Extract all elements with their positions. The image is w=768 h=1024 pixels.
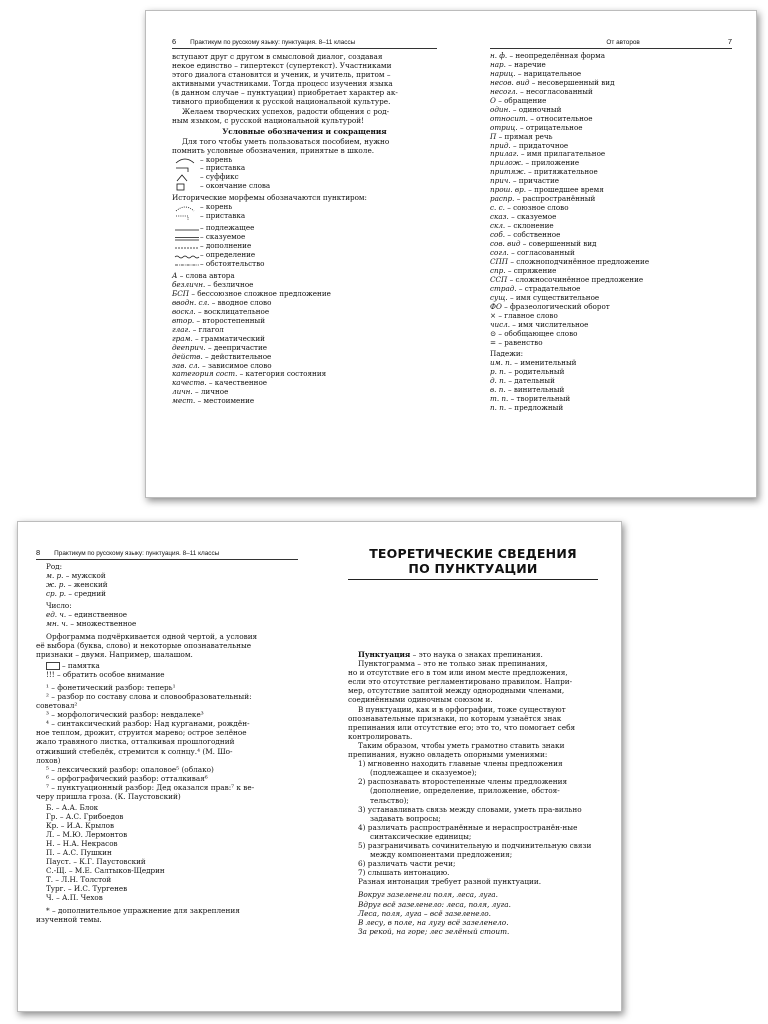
abbreviation: П [490, 131, 497, 141]
author-item: Т. – Л.Н. Толстой [46, 874, 112, 884]
suffix-caret-icon [174, 174, 200, 182]
chapter-title: ТЕОРЕТИЧЕСКИЕ СВЕДЕНИЯ ПО ПУНКТУАЦИИ [348, 546, 598, 580]
abbreviation: прид. [490, 140, 511, 150]
memo-box-icon [46, 662, 62, 670]
abbreviation-meaning: – обобщающее слово [496, 328, 578, 338]
text-line: соединёнными одиночным союзом и. [348, 695, 493, 705]
abbreviation-meaning: – совершенный вид [520, 239, 597, 249]
abbreviation-meaning: – неопределённая форма [507, 51, 606, 60]
text-line: препинания или отсутствие его; это то, что помогает себя [348, 722, 576, 732]
abbreviation: прич. [490, 176, 511, 186]
skill-item: 2) распознавать второстепенные члены предложения (дополнение, определение, приложение, обстоя-тельство); [358, 777, 568, 805]
section-intro [172, 137, 437, 155]
analysis-line: ное теплом, дрожит, струится марево; острое зелёное [36, 728, 247, 738]
abbreviation-meaning: – союзное слово [504, 203, 569, 213]
single-line-icon [174, 225, 200, 233]
theory-page [348, 546, 598, 936]
analysis-line: ³ – морфологический разбор: невдалеке³ [46, 710, 204, 720]
recognition-signs-paragraph [348, 705, 598, 741]
skill-item: 7) слышать интонацию. [358, 868, 450, 878]
abbreviation: ед. ч. [46, 609, 67, 619]
abbreviation-meaning: – имя прилагательное [518, 149, 606, 159]
cases-title: Падежи: [490, 349, 524, 359]
definition-punctuation: Пунктуация – это наука о знаках препинания. [358, 650, 543, 659]
abbreviation: воскл. [172, 306, 196, 316]
abbreviation: несов. вид [490, 77, 530, 87]
analysis-line: жало травяного листка, отталкивая прошлогодний [36, 737, 235, 747]
abbreviation-meaning: – винительный [505, 385, 565, 395]
legend-label: – приставка [200, 211, 246, 221]
abbreviation: СПП [490, 256, 509, 266]
abbreviation: согл. [490, 247, 509, 257]
abbreviation-meaning: – родительный [506, 367, 565, 377]
dashed-line-icon [174, 243, 200, 251]
abbreviation-meaning: – творительный [508, 394, 571, 404]
abbreviation: ср. р. [46, 588, 67, 598]
text-line: препинания, нужно овладеть опорными умениями: [348, 750, 548, 760]
abbreviation: нариц. [490, 68, 516, 78]
abbreviation: нар. [490, 59, 506, 69]
abbreviation-item [172, 397, 437, 406]
text-line: контролировать. [348, 731, 413, 741]
orthogram-paragraph [36, 632, 298, 659]
intonation-examples [348, 890, 598, 935]
abbreviation-meaning: – деепричастие [205, 342, 268, 352]
legend-row [174, 182, 437, 191]
text-line: тивного приобщения к русской национальной культуре. [172, 97, 391, 107]
text-line: В пунктуации, как и в орфографии, тоже существуют [358, 704, 566, 714]
abbreviation-meaning: – вводное слово [209, 297, 272, 307]
analysis-line: советовал² [36, 701, 78, 711]
abbreviation-meaning: – глагол [190, 324, 224, 334]
analysis-line: черу пришла гроза. (К. Паустовский) [36, 791, 181, 801]
abbreviation: мест. [172, 396, 196, 406]
text-line: Желаем творческих успехов, радости общения с род- [182, 106, 390, 116]
abbreviation: спр. [490, 265, 506, 275]
abbreviation-item [46, 590, 298, 599]
abbreviation-meaning: – собственное [505, 230, 561, 240]
text-line: этого диалога становятся и ученик, и учитель, притом – [172, 70, 391, 80]
page-number: 7 [727, 37, 732, 46]
footnote [36, 906, 298, 924]
abbreviation-meaning: – категория состояния [237, 369, 327, 379]
page-7 [490, 37, 732, 413]
abbreviation: распр. [490, 194, 515, 204]
historic-morphemes-title: Исторические морфемы обозначаются пунктиром: [172, 193, 367, 203]
abbreviation: прош. вр. [490, 185, 527, 195]
running-head: Практикум по русскому языку: пунктуация. 8–11 классы [190, 39, 356, 46]
abbreviation-meaning: – причастие [510, 176, 560, 186]
legend-label: – приставка [200, 163, 246, 173]
abbreviation-item [46, 620, 298, 629]
top-spread [145, 10, 757, 498]
abbreviation: притяж. [490, 167, 526, 177]
abbreviation-meaning: – страдательное [516, 283, 581, 293]
abbreviation-meaning: – женский [65, 579, 108, 589]
legend-label: – сказуемое [200, 232, 246, 242]
text-line: активными участниками. Тогда процесс изучения языка [172, 79, 393, 89]
abbreviation-list-left [172, 272, 437, 406]
text-line: (в данном случае – пунктуации) приобретает характер ак- [172, 88, 398, 98]
abbreviation-meaning: – имя числительное [510, 319, 589, 329]
abbreviation-meaning: – приложение [523, 158, 580, 168]
analysis-line: ⁷ – пунктуационный разбор: Дед оказался прав:⁷ к ве- [46, 782, 255, 792]
abbreviation-meaning: – распространённый [514, 194, 596, 204]
legend-label: – дополнение [200, 241, 252, 251]
number-title: Число: [46, 600, 72, 610]
abbreviation-meaning: – личное [192, 387, 229, 397]
abbreviation: ж. р. [46, 579, 66, 589]
skill-item: 1) мгновенно находить главные члены предложения (подлежащее и сказуемое); [358, 759, 563, 778]
abbreviation-meaning: – единственное [66, 609, 128, 619]
abbreviation: несогл. [490, 86, 518, 96]
abbreviation-meaning: – придаточное [510, 140, 569, 150]
abbreviation: личн. [172, 387, 193, 397]
abbreviation-meaning: – отрицательное [517, 122, 583, 132]
legend-label: – корень [200, 202, 233, 212]
abbreviation-list-right [490, 52, 732, 347]
analysis-types [36, 683, 298, 801]
author-item: П. – А.С. Пушкин [46, 847, 112, 857]
morpheme-legend [172, 156, 437, 192]
sentence-members-legend [172, 224, 437, 269]
abbreviation: прилаг. [490, 149, 519, 159]
abbreviation: соб. [490, 230, 506, 240]
text-line: опознавательные признаки, по которым узнаётся знак [348, 713, 562, 723]
bottom-spread [17, 521, 622, 1012]
example-sentence: Вдруг всё зазеленело: леса, поля, луга. [358, 899, 511, 909]
legend-label: – определение [200, 250, 256, 260]
author-item: Кр. – И.А. Крылов [46, 820, 115, 830]
abbreviation-item [490, 339, 732, 348]
root-arc-icon [174, 156, 200, 164]
skill-item: 5) разграничивать сочинительную и подчинительную связи между компонентами предложения; [358, 840, 592, 860]
abbreviation: категория сост. [172, 369, 238, 379]
abbreviation: безличн. [172, 279, 206, 289]
text-line: Для того чтобы уметь пользоваться пособием, нужно [182, 137, 390, 147]
abbreviation: н. ф. [490, 51, 508, 60]
text-line: Пунктограмма – это не только знак препинания, [358, 659, 548, 669]
text-line: признаки – двумя. Например, шалашом. [36, 649, 193, 659]
page-number: 6 [172, 37, 177, 46]
abbreviation: отриц. [490, 122, 518, 132]
text-line: Орфограмма подчёркивается одной чертой, а условия [46, 631, 258, 641]
abbreviation-meaning: – слова автора [177, 270, 235, 280]
author-item: Гр. – А.С. Грибоедов [46, 812, 124, 822]
cases-list [490, 359, 732, 413]
page-6 [172, 37, 437, 406]
abbreviation-meaning: – нарицательное [515, 68, 582, 78]
text-line: Таким образом, чтобы уметь грамотно ставить знаки [358, 740, 565, 750]
abbreviation: в. п. [490, 385, 506, 395]
analysis-line: ⁵ – лексический разбор: опаловое⁵ (облако) [46, 764, 214, 774]
abbreviation: = [490, 337, 497, 347]
text-line: её выбора (буква, слово) и некоторые опознавательные [36, 640, 252, 650]
abbreviation-item [490, 404, 732, 413]
abbreviation-meaning: – качественное [206, 378, 268, 388]
gender-title: Род: [46, 562, 63, 571]
abbreviation-meaning: – сложносочинённое предложение [507, 274, 644, 284]
abbreviation-meaning: – несовершенный вид [529, 77, 615, 87]
abbreviation-meaning: – зависимое слово [199, 360, 272, 370]
abbreviation-meaning: – сказуемое [508, 212, 557, 222]
page-8-header [36, 548, 298, 560]
abbreviation: ССП [490, 274, 508, 284]
abbreviation: один. [490, 104, 511, 114]
text-line: если это отсутствие регламентировано правилом. Напри- [348, 677, 573, 687]
abbreviation: × [490, 310, 497, 320]
abbreviation: р. п. [490, 367, 507, 377]
abbreviation: сказ. [490, 212, 509, 222]
abbreviation-meaning: – множественное [68, 618, 137, 628]
historic-morpheme-legend [172, 203, 437, 221]
abbreviation-meaning: – местоимение [195, 396, 255, 406]
abbreviation: О [490, 95, 496, 105]
legend-label: – подлежащее [200, 223, 255, 233]
text-line: * – дополнительное упражнение для закрепления [46, 905, 240, 915]
abbreviation: грам. [172, 333, 193, 343]
abbreviation-meaning: – сложноподчинённое предложение [508, 256, 650, 266]
abbreviation-meaning: – действительное [202, 351, 272, 361]
attention-legend: !!! – обратить особое внимание [46, 669, 165, 679]
example-sentence: За рекой, на горе; лес зелёный стоит. [358, 926, 510, 936]
page-number: 8 [36, 548, 41, 557]
abbreviation-meaning: – восклицательное [195, 306, 270, 316]
analysis-line: ² – разбор по составу слова и словообразовательный: [46, 691, 252, 701]
abbreviation-meaning: – наречие [505, 59, 546, 69]
author-item: Б. – А.А. Блок [46, 803, 99, 813]
abbreviation-meaning: – имя существительное [507, 292, 600, 302]
abbreviation: вводн. сл. [172, 297, 210, 307]
wavy-line-icon [174, 252, 200, 260]
abbreviation-meaning: – равенство [496, 337, 543, 347]
page-7-header [490, 37, 732, 49]
author-item: Л. – М.Ю. Лермонтов [46, 829, 128, 839]
author-item: Пауст. – К.Г. Паустовский [46, 856, 146, 866]
abbreviation: с. с. [490, 203, 505, 213]
abbreviation: дееприч. [172, 342, 206, 352]
abbreviation: сущ. [490, 292, 508, 302]
abbreviation-meaning: – грамматический [192, 333, 265, 343]
text-line: ным языком, с русской национальной культурой! [172, 115, 365, 125]
intro-paragraph [172, 52, 437, 125]
double-line-icon [174, 234, 200, 242]
abbreviation: качеств. [172, 378, 207, 388]
abbreviation: действ. [172, 351, 203, 361]
author-item: Н. – Н.А. Некрасов [46, 838, 118, 848]
abbreviation-meaning: – главное слово [496, 310, 558, 320]
author-item: С.-Щ. – М.Е. Салтыков-Щедрин [46, 865, 165, 875]
abbreviation-meaning: – несогласованный [517, 86, 593, 96]
page-6-header [172, 37, 437, 49]
authors-list [36, 804, 298, 902]
text-line: мер, отсутствие запятой между однородными членами, [348, 686, 565, 696]
abbreviation: мн. ч. [46, 618, 69, 628]
author-item: Тург. – И.С. Тургенев [46, 883, 128, 893]
legend-row [174, 212, 437, 221]
abbreviation: ⊙ [490, 328, 497, 338]
abbreviation-meaning: – обращение [495, 95, 547, 105]
text-line: изученной темы. [36, 914, 102, 924]
abbreviation-meaning: – прошедшее время [526, 185, 604, 195]
dash-dot-line-icon [174, 260, 200, 268]
abbreviation: БСП [172, 288, 190, 298]
abbreviation-meaning: – одиночный [510, 104, 562, 114]
abbreviation: скл. [490, 221, 506, 231]
abbreviation: числ. [490, 319, 510, 329]
ending-box-icon [174, 183, 200, 191]
abbreviation: д. п. [490, 376, 507, 386]
dotted-prefix-bracket-icon [174, 213, 200, 221]
abbreviation-meaning: – фразеологический оборот [501, 301, 610, 311]
abbreviation-meaning: – мужской [63, 570, 106, 580]
abbreviation-meaning: – безличное [205, 279, 254, 289]
definition-punctogram [348, 659, 598, 704]
text-line: помнить условные обозначения, принятые в школе. [172, 146, 375, 156]
running-head: Практикум по русскому языку: пунктуация. 8–11 классы [54, 550, 220, 557]
abbreviation-meaning: – относительное [527, 113, 593, 123]
running-head: От авторов [606, 39, 640, 46]
abbreviation: т. п. [490, 394, 509, 404]
abbreviation: п. п. [490, 403, 507, 413]
number-list [36, 611, 298, 629]
abbreviation: м. р. [46, 570, 64, 580]
skill-item: 4) различать распространённые и нераспространён-ные синтаксические единицы; [358, 822, 578, 841]
legend-label: – окончание слова [200, 181, 271, 191]
author-item: Ч. – А.П. Чехов [46, 892, 103, 902]
abbreviation: страд. [490, 283, 517, 293]
abbreviation: сов. вид [490, 239, 521, 249]
memo-legend: – памятка [36, 662, 298, 671]
analysis-line: ⁴ – синтаксический разбор: Над курганами, рождён- [46, 719, 250, 729]
abbreviation-meaning: – предложный [506, 403, 564, 413]
prefix-bracket-icon [174, 165, 200, 173]
section-title: Условные обозначения и сокращения [222, 126, 387, 136]
example-sentence: В лесу, в поле, на лугу всё зазеленело. [358, 917, 509, 927]
abbreviation-meaning: – средний [66, 588, 106, 598]
abbreviation: прилож. [490, 158, 524, 168]
abbreviation: ФО [490, 301, 502, 311]
legend-label: – суффикс [200, 172, 239, 182]
abbreviation: относит. [490, 113, 528, 123]
abbreviation-meaning: – бессоюзное сложное предложение [189, 288, 331, 298]
abbreviation-meaning: – прямая речь [496, 131, 553, 141]
legend-label: – корень [200, 154, 233, 164]
text-line: некое единство – гипертекст (супертекст). Участниками [172, 61, 392, 71]
abbreviation-meaning: – второстепенный [194, 315, 266, 325]
abbreviation: втор. [172, 315, 195, 325]
analysis-line: лохов) [36, 755, 61, 765]
example-sentence: Вокруг зазеленели поля, леса, луга. [358, 890, 498, 900]
gender-list [36, 572, 298, 599]
text-line: вступают друг с другом в смысловой диалог, создавая [172, 52, 383, 61]
abbreviation-meaning: – дательный [506, 376, 555, 386]
legend-label: – обстоятельство [200, 259, 265, 269]
analysis-line: ⁶ – орфографический разбор: отталкивая⁶ [46, 773, 208, 783]
analysis-line: отживший стебелёк, стремится к солнцу.⁴ (М. Шо- [36, 746, 233, 756]
dotted-root-arc-icon [174, 204, 200, 212]
abbreviation-meaning: – склонение [505, 221, 554, 231]
abbreviation: А [172, 270, 178, 280]
skill-item: 3) устанавливать связь между словами, уметь пра-вильно задавать вопросы; [358, 804, 582, 823]
page-8 [36, 548, 298, 924]
legend-row [174, 260, 437, 269]
skill-item: 6) различать части речи; [358, 859, 456, 869]
abbreviation: глаг. [172, 324, 191, 334]
abbreviation-meaning: – именительный [512, 358, 577, 368]
analysis-line: ¹ – фонетический разбор: теперь¹ [46, 682, 176, 692]
abbreviation-meaning: – притяжательное [525, 167, 598, 177]
skills-intro [348, 741, 598, 759]
text-line: но и отсутствие его в том или ином месте предложения, [348, 668, 568, 678]
example-sentence: Леса, поля, луга – всё зазеленело. [358, 908, 491, 918]
abbreviation: им. п. [490, 358, 513, 368]
intonation-line: Разная интонация требует разной пунктуации. [358, 877, 542, 887]
abbreviation: зав. сл. [172, 360, 200, 370]
abbreviation-meaning: – согласованный [508, 247, 575, 257]
abbreviation-meaning: – спряжение [505, 265, 557, 275]
skills-list [348, 759, 598, 877]
